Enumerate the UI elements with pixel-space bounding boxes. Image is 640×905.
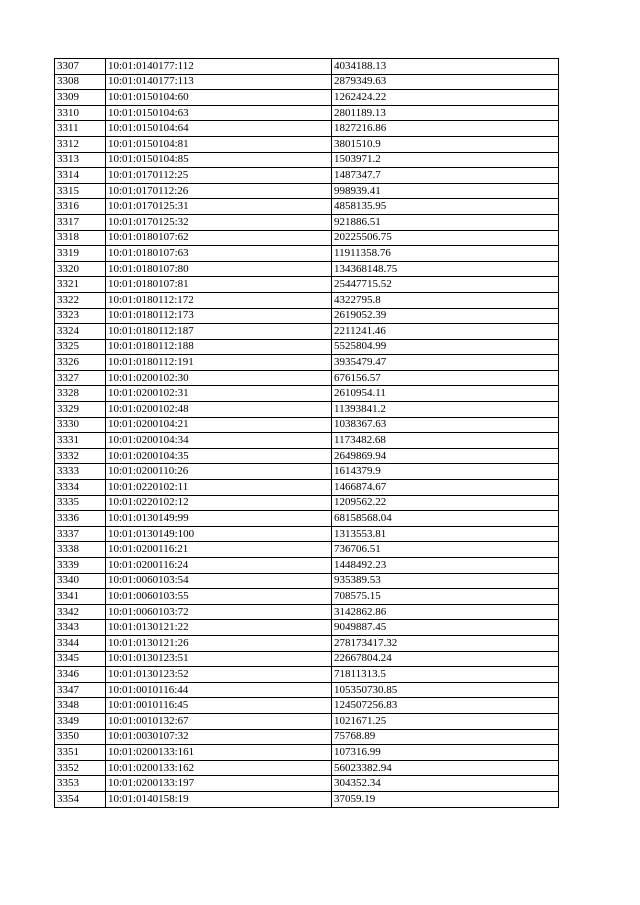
value-cell: 1487347.7 [332, 168, 559, 184]
value-cell: 708575.15 [332, 589, 559, 605]
value-cell: 2211241.46 [332, 324, 559, 340]
table-row [55, 339, 559, 355]
cadastral-number-cell: 10:01:0130121:22 [106, 620, 332, 636]
cadastral-number-cell: 10:01:0140177:112 [106, 59, 332, 75]
row-number-cell: 3327 [55, 370, 106, 386]
value-cell: 20225506.75 [332, 230, 559, 246]
value-cell: 676156.57 [332, 370, 559, 386]
cadastral-number-cell: 10:01:0200102:48 [106, 402, 332, 418]
value-cell: 278173417.32 [332, 635, 559, 651]
row-number-cell: 3333 [55, 464, 106, 480]
cadastral-number-cell: 10:01:0130149:99 [106, 511, 332, 527]
table-row [55, 729, 559, 745]
cadastral-number-cell: 10:01:0200104:21 [106, 417, 332, 433]
row-number-cell: 3309 [55, 90, 106, 106]
value-cell: 1466874.67 [332, 480, 559, 496]
table-row [55, 59, 559, 75]
value-cell: 2879349.63 [332, 74, 559, 90]
value-cell: 4858135.95 [332, 199, 559, 215]
value-cell: 736706.51 [332, 542, 559, 558]
cadastral-number-cell: 10:01:0170112:26 [106, 183, 332, 199]
row-number-cell: 3335 [55, 495, 106, 511]
table-row [55, 136, 559, 152]
value-cell: 2619052.39 [332, 308, 559, 324]
value-cell: 1021671.25 [332, 713, 559, 729]
table-row [55, 791, 559, 807]
cadastral-number-cell: 10:01:0200116:21 [106, 542, 332, 558]
value-cell: 25447715.52 [332, 277, 559, 293]
row-number-cell: 3342 [55, 604, 106, 620]
row-number-cell: 3346 [55, 667, 106, 683]
row-number-cell: 3307 [55, 59, 106, 75]
cadastral-number-cell: 10:01:0200110:26 [106, 464, 332, 480]
table-row [55, 402, 559, 418]
table-body [55, 59, 559, 808]
row-number-cell: 3341 [55, 589, 106, 605]
table-row [55, 152, 559, 168]
table-row [55, 713, 559, 729]
table-row [55, 370, 559, 386]
row-number-cell: 3311 [55, 121, 106, 137]
row-number-cell: 3336 [55, 511, 106, 527]
row-number-cell: 3325 [55, 339, 106, 355]
value-cell: 4034188.13 [332, 59, 559, 75]
value-cell: 921886.51 [332, 214, 559, 230]
row-number-cell: 3329 [55, 402, 106, 418]
cadastral-number-cell: 10:01:0180112:173 [106, 308, 332, 324]
cadastral-number-cell: 10:01:0180107:80 [106, 261, 332, 277]
table-row [55, 292, 559, 308]
row-number-cell: 3326 [55, 355, 106, 371]
table-row [55, 526, 559, 542]
table-row [55, 620, 559, 636]
row-number-cell: 3319 [55, 246, 106, 262]
cadastral-number-cell: 10:01:0150104:63 [106, 105, 332, 121]
row-number-cell: 3328 [55, 386, 106, 402]
row-number-cell: 3334 [55, 480, 106, 496]
row-number-cell: 3330 [55, 417, 106, 433]
table-row [55, 74, 559, 90]
row-number-cell: 3331 [55, 433, 106, 449]
table-row [55, 776, 559, 792]
cadastral-number-cell: 10:01:0150104:81 [106, 136, 332, 152]
table-row [55, 355, 559, 371]
table-row [55, 604, 559, 620]
cadastral-number-cell: 10:01:0180107:81 [106, 277, 332, 293]
cadastral-number-cell: 10:01:0200102:30 [106, 370, 332, 386]
row-number-cell: 3340 [55, 573, 106, 589]
value-cell: 3935479.47 [332, 355, 559, 371]
cadastral-number-cell: 10:01:0010116:45 [106, 698, 332, 714]
table-row [55, 105, 559, 121]
value-cell: 56023382.94 [332, 760, 559, 776]
cadastral-number-cell: 10:01:0010132:67 [106, 713, 332, 729]
cadastral-number-cell: 10:01:0150104:85 [106, 152, 332, 168]
row-number-cell: 3354 [55, 791, 106, 807]
cadastral-number-cell: 10:01:0200102:31 [106, 386, 332, 402]
row-number-cell: 3351 [55, 745, 106, 761]
table-row [55, 573, 559, 589]
table-row [55, 542, 559, 558]
row-number-cell: 3312 [55, 136, 106, 152]
value-cell: 2649869.94 [332, 448, 559, 464]
table-row [55, 386, 559, 402]
cadastral-number-cell: 10:01:0150104:60 [106, 90, 332, 106]
value-cell: 1262424.22 [332, 90, 559, 106]
value-cell: 3801510.9 [332, 136, 559, 152]
value-cell: 134368148.75 [332, 261, 559, 277]
table-row [55, 417, 559, 433]
value-cell: 105350730.85 [332, 682, 559, 698]
table-row [55, 558, 559, 574]
value-cell: 935389.53 [332, 573, 559, 589]
row-number-cell: 3352 [55, 760, 106, 776]
cadastral-number-cell: 10:01:0200116:24 [106, 558, 332, 574]
value-cell: 4322795.8 [332, 292, 559, 308]
row-number-cell: 3339 [55, 558, 106, 574]
row-number-cell: 3332 [55, 448, 106, 464]
cadastral-number-cell: 10:01:0140158:19 [106, 791, 332, 807]
value-cell: 1038367.63 [332, 417, 559, 433]
row-number-cell: 3343 [55, 620, 106, 636]
cadastral-number-cell: 10:01:0130123:52 [106, 667, 332, 683]
row-number-cell: 3324 [55, 324, 106, 340]
cadastral-number-cell: 10:01:0170125:32 [106, 214, 332, 230]
table-row [55, 760, 559, 776]
row-number-cell: 3317 [55, 214, 106, 230]
table-row [55, 324, 559, 340]
cadastral-number-cell: 10:01:0060103:72 [106, 604, 332, 620]
table-row [55, 230, 559, 246]
cadastral-number-cell: 10:01:0170125:31 [106, 199, 332, 215]
cadastral-number-cell: 10:01:0200133:197 [106, 776, 332, 792]
value-cell: 1614379.9 [332, 464, 559, 480]
table-row [55, 464, 559, 480]
row-number-cell: 3313 [55, 152, 106, 168]
value-cell: 2610954.11 [332, 386, 559, 402]
row-number-cell: 3308 [55, 74, 106, 90]
cadastral-number-cell: 10:01:0180107:63 [106, 246, 332, 262]
cadastral-number-cell: 10:01:0180112:188 [106, 339, 332, 355]
value-cell: 124507256.83 [332, 698, 559, 714]
value-cell: 11911358.76 [332, 246, 559, 262]
row-number-cell: 3318 [55, 230, 106, 246]
cadastral-number-cell: 10:01:0200133:162 [106, 760, 332, 776]
value-cell: 1173482.68 [332, 433, 559, 449]
table-row [55, 308, 559, 324]
row-number-cell: 3315 [55, 183, 106, 199]
table-row [55, 480, 559, 496]
value-cell: 1448492.23 [332, 558, 559, 574]
cadastral-number-cell: 10:01:0220102:11 [106, 480, 332, 496]
table-row [55, 511, 559, 527]
table-row [55, 246, 559, 262]
table-row [55, 495, 559, 511]
row-number-cell: 3337 [55, 526, 106, 542]
value-cell: 3142862.86 [332, 604, 559, 620]
row-number-cell: 3349 [55, 713, 106, 729]
value-cell: 9049887.45 [332, 620, 559, 636]
row-number-cell: 3344 [55, 635, 106, 651]
table-row [55, 168, 559, 184]
table-row [55, 745, 559, 761]
cadastral-number-cell: 10:01:0150104:64 [106, 121, 332, 137]
value-cell: 71811313.5 [332, 667, 559, 683]
row-number-cell: 3320 [55, 261, 106, 277]
cadastral-number-cell: 10:01:0060103:55 [106, 589, 332, 605]
cadastral-number-cell: 10:01:0060103:54 [106, 573, 332, 589]
value-cell: 1503971.2 [332, 152, 559, 168]
table-row [55, 277, 559, 293]
row-number-cell: 3345 [55, 651, 106, 667]
row-number-cell: 3314 [55, 168, 106, 184]
table-row [55, 261, 559, 277]
table-row [55, 667, 559, 683]
cadastral-number-cell: 10:01:0180112:191 [106, 355, 332, 371]
cadastral-number-cell: 10:01:0180112:187 [106, 324, 332, 340]
data-table [54, 58, 559, 808]
table-row [55, 698, 559, 714]
value-cell: 998939.41 [332, 183, 559, 199]
table-row [55, 183, 559, 199]
cadastral-number-cell: 10:01:0200104:34 [106, 433, 332, 449]
row-number-cell: 3323 [55, 308, 106, 324]
cadastral-number-cell: 10:01:0030107:32 [106, 729, 332, 745]
table-row [55, 199, 559, 215]
cadastral-number-cell: 10:01:0130123:51 [106, 651, 332, 667]
value-cell: 75768.89 [332, 729, 559, 745]
cadastral-number-cell: 10:01:0200104:35 [106, 448, 332, 464]
table-row [55, 589, 559, 605]
cadastral-number-cell: 10:01:0010116:44 [106, 682, 332, 698]
table-row [55, 214, 559, 230]
table-row [55, 682, 559, 698]
value-cell: 2801189.13 [332, 105, 559, 121]
row-number-cell: 3322 [55, 292, 106, 308]
value-cell: 5525804.99 [332, 339, 559, 355]
value-cell: 107316.99 [332, 745, 559, 761]
cadastral-number-cell: 10:01:0220102:12 [106, 495, 332, 511]
cadastral-number-cell: 10:01:0130121:26 [106, 635, 332, 651]
value-cell: 11393841.2 [332, 402, 559, 418]
row-number-cell: 3353 [55, 776, 106, 792]
value-cell: 1313553.81 [332, 526, 559, 542]
cadastral-number-cell: 10:01:0130149:100 [106, 526, 332, 542]
row-number-cell: 3338 [55, 542, 106, 558]
row-number-cell: 3347 [55, 682, 106, 698]
value-cell: 22667804.24 [332, 651, 559, 667]
cadastral-number-cell: 10:01:0180107:62 [106, 230, 332, 246]
row-number-cell: 3321 [55, 277, 106, 293]
table-row [55, 121, 559, 137]
row-number-cell: 3316 [55, 199, 106, 215]
table-row [55, 448, 559, 464]
row-number-cell: 3348 [55, 698, 106, 714]
table-row [55, 90, 559, 106]
value-cell: 37059.19 [332, 791, 559, 807]
cadastral-number-cell: 10:01:0140177:113 [106, 74, 332, 90]
table-row [55, 635, 559, 651]
cadastral-number-cell: 10:01:0200133:161 [106, 745, 332, 761]
row-number-cell: 3310 [55, 105, 106, 121]
cadastral-number-cell: 10:01:0170112:25 [106, 168, 332, 184]
value-cell: 1827216.86 [332, 121, 559, 137]
row-number-cell: 3350 [55, 729, 106, 745]
value-cell: 68158568.04 [332, 511, 559, 527]
cadastral-number-cell: 10:01:0180112:172 [106, 292, 332, 308]
table-row [55, 433, 559, 449]
value-cell: 304352.34 [332, 776, 559, 792]
value-cell: 1209562.22 [332, 495, 559, 511]
table-row [55, 651, 559, 667]
